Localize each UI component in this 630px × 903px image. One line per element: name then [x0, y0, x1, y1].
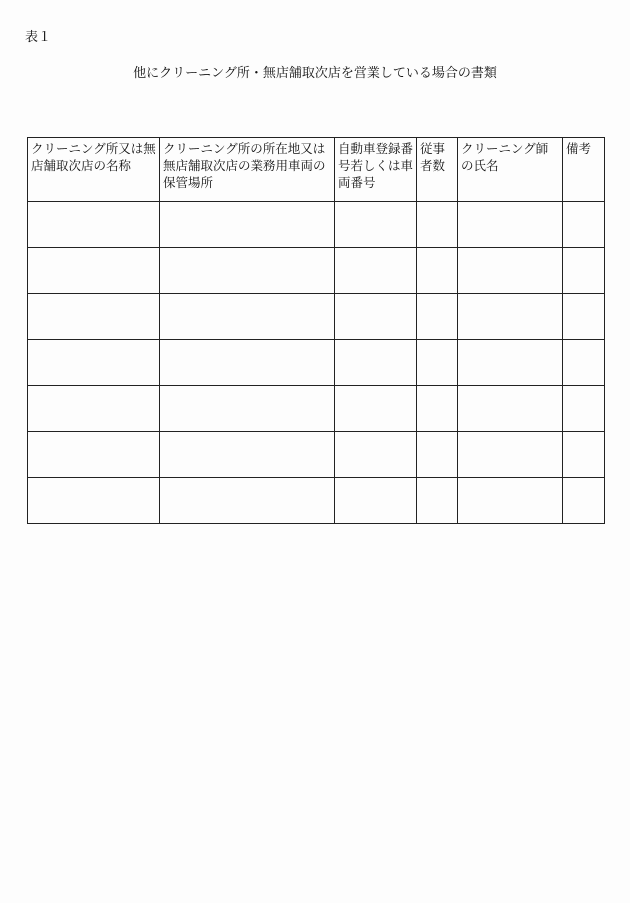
table-row [28, 340, 605, 386]
table-cell[interactable] [160, 340, 335, 386]
table-cell[interactable] [335, 248, 417, 294]
table-cell[interactable] [458, 340, 563, 386]
table-cell[interactable] [28, 432, 160, 478]
header-facility-location: クリーニング所の所在地又は無店舗取次店の業務用車両の保管場所 [160, 138, 335, 202]
table-cell[interactable] [28, 478, 160, 524]
table-cell[interactable] [458, 248, 563, 294]
table-cell[interactable] [160, 294, 335, 340]
table-cell[interactable] [417, 248, 458, 294]
record-table [27, 137, 605, 524]
table-cell[interactable] [28, 340, 160, 386]
table-cell[interactable] [335, 386, 417, 432]
header-vehicle-number: 自動車登録番号若しくは車両番号 [335, 138, 417, 202]
header-cleaner-name: クリーニング師の氏名 [458, 138, 563, 202]
table-cell[interactable] [335, 432, 417, 478]
table-cell[interactable] [160, 202, 335, 248]
table-row [28, 202, 605, 248]
table-row [28, 478, 605, 524]
table-cell[interactable] [458, 202, 563, 248]
table-cell[interactable] [335, 294, 417, 340]
table-cell[interactable] [417, 202, 458, 248]
table-cell[interactable] [417, 432, 458, 478]
table-cell[interactable] [458, 432, 563, 478]
header-staff-count: 従事者数 [417, 138, 458, 202]
table-cell[interactable] [458, 294, 563, 340]
table-cell[interactable] [417, 478, 458, 524]
table-cell[interactable] [160, 432, 335, 478]
table-cell[interactable] [563, 340, 605, 386]
table-cell[interactable] [28, 386, 160, 432]
table-cell[interactable] [563, 248, 605, 294]
table-label: 表１ [25, 30, 52, 45]
table-cell[interactable] [160, 478, 335, 524]
table-cell[interactable] [335, 478, 417, 524]
table-cell[interactable] [458, 478, 563, 524]
table-cell[interactable] [160, 386, 335, 432]
table-cell[interactable] [28, 248, 160, 294]
table-row [28, 248, 605, 294]
table-cell[interactable] [417, 294, 458, 340]
page-title: 他にクリーニング所・無店舗取次店を営業している場合の書類 [133, 66, 497, 81]
table-cell[interactable] [335, 202, 417, 248]
table-cell[interactable] [563, 202, 605, 248]
table-cell[interactable] [28, 202, 160, 248]
table-row [28, 294, 605, 340]
table-row [28, 432, 605, 478]
table-cell[interactable] [160, 248, 335, 294]
table-header-row [28, 138, 605, 202]
header-facility-name: クリーニング所又は無店舗取次店の名称 [28, 138, 160, 202]
table-cell[interactable] [563, 386, 605, 432]
table-cell[interactable] [417, 340, 458, 386]
table-cell[interactable] [458, 386, 563, 432]
header-remarks: 備考 [563, 138, 605, 202]
table-row [28, 386, 605, 432]
table-cell[interactable] [417, 386, 458, 432]
table-cell[interactable] [563, 432, 605, 478]
table-cell[interactable] [28, 294, 160, 340]
table-cell[interactable] [563, 478, 605, 524]
table-cell[interactable] [563, 294, 605, 340]
table-cell[interactable] [335, 340, 417, 386]
